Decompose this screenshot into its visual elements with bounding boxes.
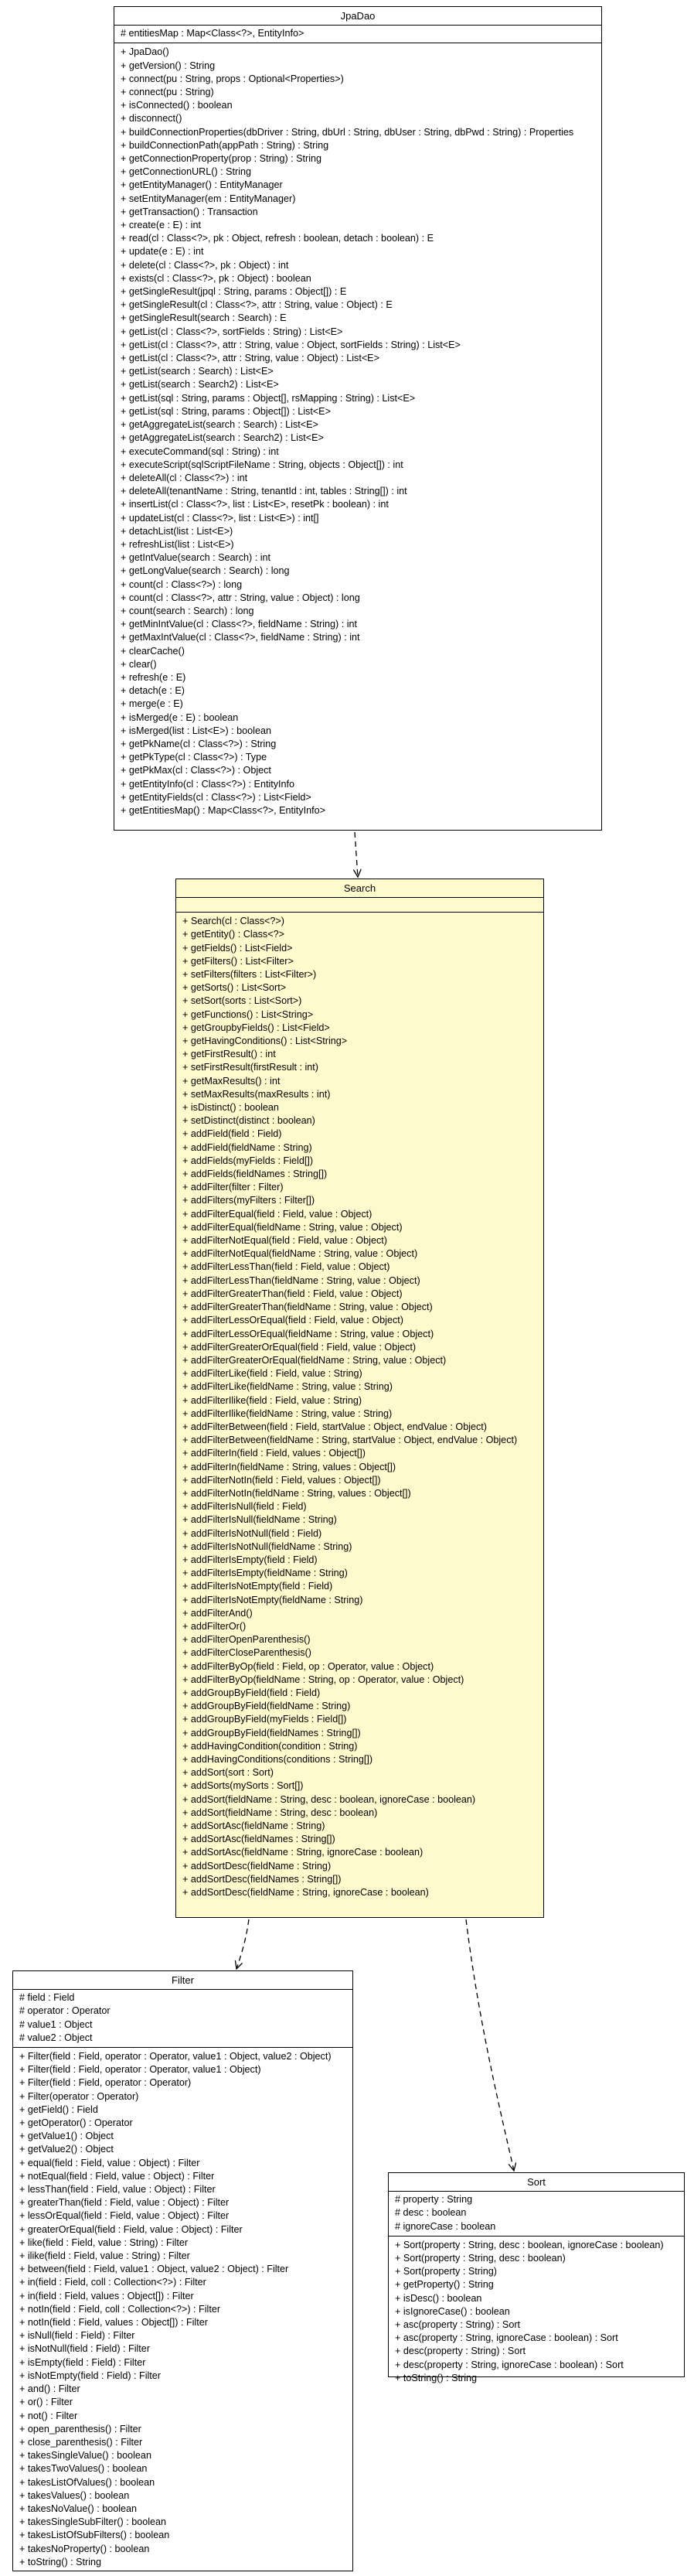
attribute-row: # operator : Operator bbox=[19, 2005, 111, 2017]
operation-row: + takesValues() : boolean bbox=[19, 2489, 130, 2501]
operation-row: + clearCache() bbox=[121, 645, 185, 657]
operation-row: + getAggregateList(search : Search2) : List<E> bbox=[121, 432, 324, 444]
operation-row: + getAggregateList(search : Search) : List<E> bbox=[121, 419, 318, 431]
operation-row: + getMaxIntValue(cl : Class<?>, fieldName : String) : int bbox=[121, 632, 360, 643]
operation-row: + refresh(e : E) bbox=[121, 671, 186, 683]
operation-row: + addFilterGreaterOrEqual(field : Field, value : Object) bbox=[182, 1341, 417, 1353]
operation-row: + Search(cl : Class<?>) bbox=[182, 916, 284, 927]
class-filter[interactable] bbox=[12, 1970, 353, 2571]
operation-row: + between(field : Field, value1 : Object, value2 : Object) : Filter bbox=[19, 2264, 289, 2275]
operation-row: + Sort(property : String) bbox=[395, 2266, 497, 2277]
operation-row: + not() : Filter bbox=[19, 2410, 78, 2421]
operation-row: + notIn(field : Field, values : Object[]) : Filter bbox=[19, 2317, 208, 2329]
operation-row: + addSort(sort : Sort) bbox=[182, 1767, 274, 1779]
operation-row: + insertList(cl : Class<?>, list : List<E>, resetPk : boolean) : int bbox=[121, 499, 389, 510]
attribute-row: # property : String bbox=[395, 2194, 473, 2206]
operation-row: + setFirstResult(firstResult : int) bbox=[182, 1062, 318, 1073]
operation-row: + update(e : E) : int bbox=[121, 246, 204, 258]
operation-row: + getSingleResult(search : Search) : E bbox=[121, 312, 287, 324]
operation-row: + takesNoProperty() : boolean bbox=[19, 2543, 150, 2554]
operation-row: + isMerged(e : E) : boolean bbox=[121, 711, 239, 723]
operation-row: + addFields(myFields : Field[]) bbox=[182, 1155, 314, 1166]
operation-row: + Sort(property : String, desc : boolean) bbox=[395, 2253, 566, 2264]
operation-row: + getLongValue(search : Search) : long bbox=[121, 565, 290, 577]
operation-row: + addFilterByOp(field : Field, op : Operator, value : Object) bbox=[182, 1660, 434, 1672]
operation-row: + getList(cl : Class<?>, attr : String, value : Object, sortFields : String) : List<E> bbox=[121, 339, 461, 350]
operation-row: + clear() bbox=[121, 658, 157, 670]
operation-row: + isNotNull(field : Field) : Filter bbox=[19, 2343, 151, 2355]
operation-row: + takesListOfValues() : boolean bbox=[19, 2476, 155, 2488]
operation-row: + getProperty() : String bbox=[395, 2279, 494, 2291]
operation-row: + getEntityManager() : EntityManager bbox=[121, 179, 283, 191]
operation-row: + in(field : Field, coll : Collection<?>) : Filter bbox=[19, 2277, 206, 2288]
operation-row: + addFilterNotIn(fieldName : String, values : Object[]) bbox=[182, 1487, 411, 1499]
operation-row: + deleteAll(cl : Class<?>) : int bbox=[121, 472, 248, 483]
operation-row: + toString() : String bbox=[395, 2372, 478, 2383]
operation-row: + getMaxResults() : int bbox=[182, 1075, 281, 1087]
operation-row: + addGroupByField(fieldName : String) bbox=[182, 1701, 351, 1712]
operation-row: + addFilterOr() bbox=[182, 1620, 247, 1632]
attributes-section bbox=[114, 26, 601, 43]
operation-row: + addFields(fieldNames : String[]) bbox=[182, 1169, 328, 1180]
operation-row: + count(cl : Class<?>) : long bbox=[121, 578, 243, 590]
operation-row: + getList(cl : Class<?>, sortFields : String) : List<E> bbox=[121, 326, 343, 337]
attribute-row: # field : Field bbox=[19, 1992, 75, 2004]
operation-row: + addFilterGreaterThan(fieldName : String, value : Object) bbox=[182, 1302, 433, 1313]
class-sort[interactable] bbox=[388, 2172, 685, 2383]
operation-row: + addGroupByField(fieldNames : String[]) bbox=[182, 1727, 361, 1738]
operation-row: + detachList(list : List<E>) bbox=[121, 525, 233, 537]
operation-row: + merge(e : E) bbox=[121, 698, 183, 710]
operation-row: + count(cl : Class<?>, attr : String, value : Object) : long bbox=[121, 592, 360, 603]
operation-row: + disconnect() bbox=[121, 113, 182, 125]
attribute-row: # desc : boolean bbox=[395, 2207, 467, 2219]
operation-row: + toString() : String bbox=[19, 2556, 102, 2567]
operation-row: + ilike(field : Field, value : String) : Filter bbox=[19, 2250, 190, 2262]
operation-row: + takesTwoValues() : boolean bbox=[19, 2463, 148, 2475]
operation-row: + getPkType(cl : Class<?>) : Type bbox=[121, 752, 267, 763]
operation-row: + isDistinct() : boolean bbox=[182, 1102, 279, 1114]
operation-row: + getVersion() : String bbox=[121, 60, 216, 71]
operation-row: + isEmpty(field : Field) : Filter bbox=[19, 2356, 146, 2368]
operation-row: + takesSingleSubFilter() : boolean bbox=[19, 2516, 167, 2528]
operation-row: + getPkName(cl : Class<?>) : String bbox=[121, 738, 277, 749]
jpadao-to-search-dependency bbox=[355, 832, 358, 877]
operation-row: + asc(property : String) : Sort bbox=[395, 2319, 521, 2331]
operation-row: + takesNoValue() : boolean bbox=[19, 2503, 138, 2514]
operation-row: + getList(search : Search2) : List<E> bbox=[121, 379, 279, 391]
operation-row: + getMinIntValue(cl : Class<?>, fieldName : String) : int bbox=[121, 619, 358, 630]
operation-row: + addFilterNotEqual(field : Field, value : Object) bbox=[182, 1235, 387, 1247]
operation-row: + addFilter(filter : Filter) bbox=[182, 1182, 284, 1193]
operation-row: + notIn(field : Field, coll : Collection<?>) : Filter bbox=[19, 2303, 221, 2315]
operation-row: + and() : Filter bbox=[19, 2383, 80, 2395]
operation-row: + addSortDesc(fieldName : String) bbox=[182, 1860, 332, 1871]
operations-section bbox=[389, 2237, 684, 2387]
operation-row: + addFilterLessOrEqual(field : Field, value : Object) bbox=[182, 1315, 403, 1326]
operation-row: + getHavingConditions() : List<String> bbox=[182, 1036, 348, 1047]
operation-row: + addFilterCloseParenthesis() bbox=[182, 1647, 311, 1659]
attributes-section bbox=[176, 898, 543, 913]
operation-row: + addFilterIsNotEmpty(fieldName : String) bbox=[182, 1594, 363, 1605]
operation-row: + lessOrEqual(field : Field, value : Object) : Filter bbox=[19, 2210, 230, 2222]
operation-row: + exists(cl : Class<?>, pk : Object) : boolean bbox=[121, 272, 311, 284]
operation-row: + setFilters(filters : List<Filter>) bbox=[182, 969, 317, 981]
operation-row: + getList(sql : String, params : Object[]) : List<E> bbox=[121, 405, 331, 417]
operation-row: + getConnectionProperty(prop : String) : String bbox=[121, 153, 322, 165]
operation-row: + addSorts(mySorts : Sort[]) bbox=[182, 1780, 304, 1792]
class-name: Filter bbox=[13, 1971, 352, 1990]
operations-section bbox=[114, 43, 601, 820]
operation-row: + setDistinct(distinct : boolean) bbox=[182, 1115, 315, 1127]
operation-row: + Filter(field : Field, operator : Operator, value1 : Object) bbox=[19, 2064, 261, 2076]
operation-row: + addField(field : Field) bbox=[182, 1128, 282, 1140]
operation-row: + open_parenthesis() : Filter bbox=[19, 2423, 141, 2434]
operation-row: + greaterThan(field : Field, value : Object) : Filter bbox=[19, 2197, 230, 2209]
operation-row: + addSortAsc(fieldName : String) bbox=[182, 1820, 325, 1832]
operation-row: + addGroupByField(field : Field) bbox=[182, 1687, 321, 1698]
attribute-row: # entitiesMap : Map<Class<?>, EntityInfo> bbox=[121, 28, 304, 39]
attribute-row: # value1 : Object bbox=[19, 2018, 93, 2030]
operation-row: + in(field : Field, values : Object[]) : Filter bbox=[19, 2290, 194, 2301]
operation-row: + addFilterByOp(fieldName : String, op : Operator, value : Object) bbox=[182, 1674, 464, 1685]
operation-row: + takesSingleValue() : boolean bbox=[19, 2450, 151, 2462]
operation-row: + addFilterNotEqual(fieldName : String, value : Object) bbox=[182, 1248, 418, 1260]
operation-row: + addFilterIsEmpty(fieldName : String) bbox=[182, 1568, 348, 1579]
operation-row: + getSorts() : List<Sort> bbox=[182, 982, 287, 994]
operation-row: + detach(e : E) bbox=[121, 685, 185, 697]
class-name: JpaDao bbox=[114, 7, 601, 26]
operation-row: + isDesc() : boolean bbox=[395, 2292, 482, 2304]
operation-row: + addFilterNotIn(field : Field, values : Object[]) bbox=[182, 1474, 381, 1486]
operation-row: + refreshList(list : List<E>) bbox=[121, 538, 234, 550]
operation-row: + addFilterLike(field : Field, value : String) bbox=[182, 1368, 362, 1380]
operation-row: + addFilterBetween(fieldName : String, startValue : Object, endValue : Object) bbox=[182, 1435, 518, 1446]
operation-row: + getTransaction() : Transaction bbox=[121, 206, 258, 217]
operation-row: + addFilterIsEmpty(field : Field) bbox=[182, 1554, 318, 1565]
operation-row: + greaterOrEqual(field : Field, value : Object) : Filter bbox=[19, 2223, 243, 2235]
operation-row: + connect(pu : String) bbox=[121, 87, 214, 98]
operations-section bbox=[13, 2048, 352, 2571]
operation-row: + getGroupbyFields() : List<Field> bbox=[182, 1022, 330, 1033]
operation-row: + Sort(property : String, desc : boolean, ignoreCase : boolean) bbox=[395, 2239, 664, 2250]
operation-row: + addHavingConditions(conditions : String[]) bbox=[182, 1754, 373, 1765]
operation-row: + addFilterLessThan(fieldName : String, value : Object) bbox=[182, 1274, 420, 1286]
operation-row: + Filter(field : Field, operator : Operator, value1 : Object, value2 : Object) bbox=[19, 2051, 332, 2063]
operation-row: + addSort(fieldName : String, desc : boolean, ignoreCase : boolean) bbox=[182, 1793, 476, 1805]
attribute-row: # ignoreCase : boolean bbox=[395, 2220, 496, 2232]
operation-row: + addFilterBetween(field : Field, startValue : Object, endValue : Object) bbox=[182, 1421, 487, 1432]
operation-row: + isIgnoreCase() : boolean bbox=[395, 2305, 510, 2317]
operation-row: + asc(property : String, ignoreCase : boolean) : Sort bbox=[395, 2332, 618, 2344]
operation-row: + setSort(sorts : List<Sort>) bbox=[182, 995, 302, 1007]
operation-row: + desc(property : String) : Sort bbox=[395, 2346, 526, 2357]
operation-row: + buildConnectionProperties(dbDriver : String, dbUrl : String, dbUser : String, dbPwd : String) : Properties bbox=[121, 126, 574, 138]
operation-row: + getFirstResult() : int bbox=[182, 1049, 276, 1060]
operation-row: + equal(field : Field, value : Object) : Filter bbox=[19, 2157, 200, 2168]
operation-row: + addSortAsc(fieldNames : String[]) bbox=[182, 1834, 335, 1845]
operation-row: + addSortDesc(fieldNames : String[]) bbox=[182, 1873, 342, 1885]
operation-row: + setMaxResults(maxResults : int) bbox=[182, 1088, 331, 1100]
operation-row: + addFilterAnd() bbox=[182, 1607, 253, 1619]
operation-row: + getList(sql : String, params : Object[], rsMapping : String) : List<E> bbox=[121, 392, 416, 404]
operation-row: + buildConnectionPath(appPath : String) : String bbox=[121, 139, 329, 151]
operation-row: + like(field : Field, value : String) : Filter bbox=[19, 2237, 189, 2248]
operation-row: + isMerged(list : List<E>) : boolean bbox=[121, 725, 271, 736]
operation-row: + getValue1() : Object bbox=[19, 2131, 114, 2142]
operation-row: + addSort(fieldName : String, desc : boolean) bbox=[182, 1807, 378, 1818]
attributes-section bbox=[389, 2192, 684, 2237]
operation-row: + count(search : Search) : long bbox=[121, 605, 254, 616]
attribute-row: # value2 : Object bbox=[19, 2032, 93, 2043]
operation-row: + addFilters(myFilters : Filter[]) bbox=[182, 1195, 315, 1206]
operation-row: + addFilterIsNotEmpty(field : Field) bbox=[182, 1581, 333, 1592]
operation-row: + or() : Filter bbox=[19, 2397, 73, 2408]
operation-row: + addFilterIsNull(field : Field) bbox=[182, 1501, 307, 1513]
operation-row: + addFilterOpenParenthesis() bbox=[182, 1634, 311, 1646]
operation-row: + desc(property : String, ignoreCase : boolean) : Sort bbox=[395, 2359, 624, 2370]
operation-row: + addFilterLessOrEqual(fieldName : String, value : Object) bbox=[182, 1328, 434, 1339]
operation-row: + addFilterIn(field : Field, values : Object[]) bbox=[182, 1448, 366, 1459]
operation-row: + getFunctions() : List<String> bbox=[182, 1008, 314, 1020]
operation-row: + getSingleResult(jpql : String, params : Object[]) : E bbox=[121, 286, 347, 298]
operation-row: + deleteAll(tenantName : String, tenantId : int, tables : String[]) : int bbox=[121, 486, 407, 497]
operation-row: + addFilterIlike(fieldName : String, value : String) bbox=[182, 1407, 393, 1419]
operation-row: + getConnectionURL() : String bbox=[121, 166, 252, 178]
operation-row: + Filter(field : Field, operator : Operator) bbox=[19, 2077, 192, 2089]
operation-row: + Filter(operator : Operator) bbox=[19, 2090, 139, 2102]
operation-row: + addField(fieldName : String) bbox=[182, 1141, 312, 1153]
class-name: Sort bbox=[389, 2173, 684, 2192]
operation-row: + addSortDesc(fieldName : String, ignoreCase : boolean) bbox=[182, 1887, 429, 1899]
search-to-sort-dependency bbox=[466, 1919, 514, 2171]
operation-row: + addFilterGreaterOrEqual(fieldName : String, value : Object) bbox=[182, 1354, 447, 1366]
operation-row: + connect(pu : String, props : Optional<Properties>) bbox=[121, 73, 344, 84]
operation-row: + addFilterIsNotNull(field : Field) bbox=[182, 1527, 322, 1539]
operation-row: + getEntity() : Class<?> bbox=[182, 929, 284, 940]
operation-row: + addFilterGreaterThan(field : Field, value : Object) bbox=[182, 1288, 403, 1299]
operation-row: + delete(cl : Class<?>, pk : Object) : int bbox=[121, 259, 289, 271]
operation-row: + create(e : E) : int bbox=[121, 220, 201, 231]
operations-section bbox=[176, 913, 543, 1902]
operation-row: + addFilterIsNull(fieldName : String) bbox=[182, 1514, 337, 1526]
operation-row: + addSortAsc(fieldName : String, ignoreCase : boolean) bbox=[182, 1847, 424, 1858]
operation-row: + getField() : Field bbox=[19, 2103, 98, 2115]
operation-row: + addFilterIn(fieldName : String, values : Object[]) bbox=[182, 1461, 396, 1472]
operation-row: + isConnected() : boolean bbox=[121, 100, 233, 111]
operation-row: + getSingleResult(cl : Class<?>, attr : String, value : Object) : E bbox=[121, 299, 393, 311]
operation-row: + getEntitiesMap() : Map<Class<?>, EntityInfo> bbox=[121, 804, 325, 816]
operation-row: + addFilterEqual(fieldName : String, value : Object) bbox=[182, 1221, 403, 1233]
operation-row: + getEntityInfo(cl : Class<?>) : EntityInfo bbox=[121, 778, 295, 790]
operation-row: + getFields() : List<Field> bbox=[182, 942, 293, 954]
operation-row: + getIntValue(search : Search) : int bbox=[121, 552, 271, 564]
operation-row: + addFilterLike(fieldName : String, value : String) bbox=[182, 1381, 393, 1393]
operation-row: + takesListOfSubFilters() : boolean bbox=[19, 2530, 170, 2541]
operation-row: + addFilterIsNotNull(fieldName : String) bbox=[182, 1540, 352, 1552]
operation-row: + close_parenthesis() : Filter bbox=[19, 2436, 143, 2448]
operation-row: + setEntityManager(em : EntityManager) bbox=[121, 193, 296, 204]
operation-row: + getFilters() : List<Filter> bbox=[182, 955, 294, 967]
operation-row: + isNull(field : Field) : Filter bbox=[19, 2330, 135, 2342]
operation-row: + addHavingCondition(condition : String) bbox=[182, 1740, 358, 1752]
class-search[interactable] bbox=[175, 879, 544, 1918]
operation-row: + addFilterLessThan(field : Field, value : Object) bbox=[182, 1261, 390, 1273]
operation-row: + lessThan(field : Field, value : Object) : Filter bbox=[19, 2184, 216, 2196]
operation-row: + getValue2() : Object bbox=[19, 2144, 114, 2155]
operation-row: + isNotEmpty(field : Field) : Filter bbox=[19, 2370, 162, 2381]
search-to-filter-dependency bbox=[236, 1919, 249, 1969]
operation-row: + executeCommand(sql : String) : int bbox=[121, 445, 279, 457]
operation-row: + read(cl : Class<?>, pk : Object, refresh : boolean, detach : boolean) : E bbox=[121, 233, 434, 244]
operation-row: + getEntityFields(cl : Class<?>) : List<Field> bbox=[121, 791, 311, 803]
attributes-section bbox=[13, 1990, 352, 2048]
operation-row: + addFilterEqual(field : Field, value : Object) bbox=[182, 1208, 373, 1220]
class-name: Search bbox=[176, 879, 543, 898]
operation-row: + executeScript(sqlScriptFileName : String, objects : Object[]) : int bbox=[121, 459, 403, 470]
operation-row: + notEqual(field : Field, value : Object) : Filter bbox=[19, 2170, 215, 2182]
operation-row: + addGroupByField(myFields : Field[]) bbox=[182, 1714, 347, 1725]
operation-row: + getList(cl : Class<?>, attr : String, value : Object) : List<E> bbox=[121, 353, 379, 364]
operation-row: + getPkMax(cl : Class<?>) : Object bbox=[121, 765, 271, 776]
operation-row: + updateList(cl : Class<?>, list : List<E>) : int[] bbox=[121, 512, 319, 524]
class-jpadao[interactable] bbox=[114, 6, 602, 831]
operation-row: + getOperator() : Operator bbox=[19, 2117, 133, 2129]
operation-row: + JpaDao() bbox=[121, 46, 169, 58]
operation-row: + addFilterIlike(field : Field, value : String) bbox=[182, 1394, 362, 1406]
operation-row: + getList(search : Search) : List<E> bbox=[121, 366, 274, 377]
